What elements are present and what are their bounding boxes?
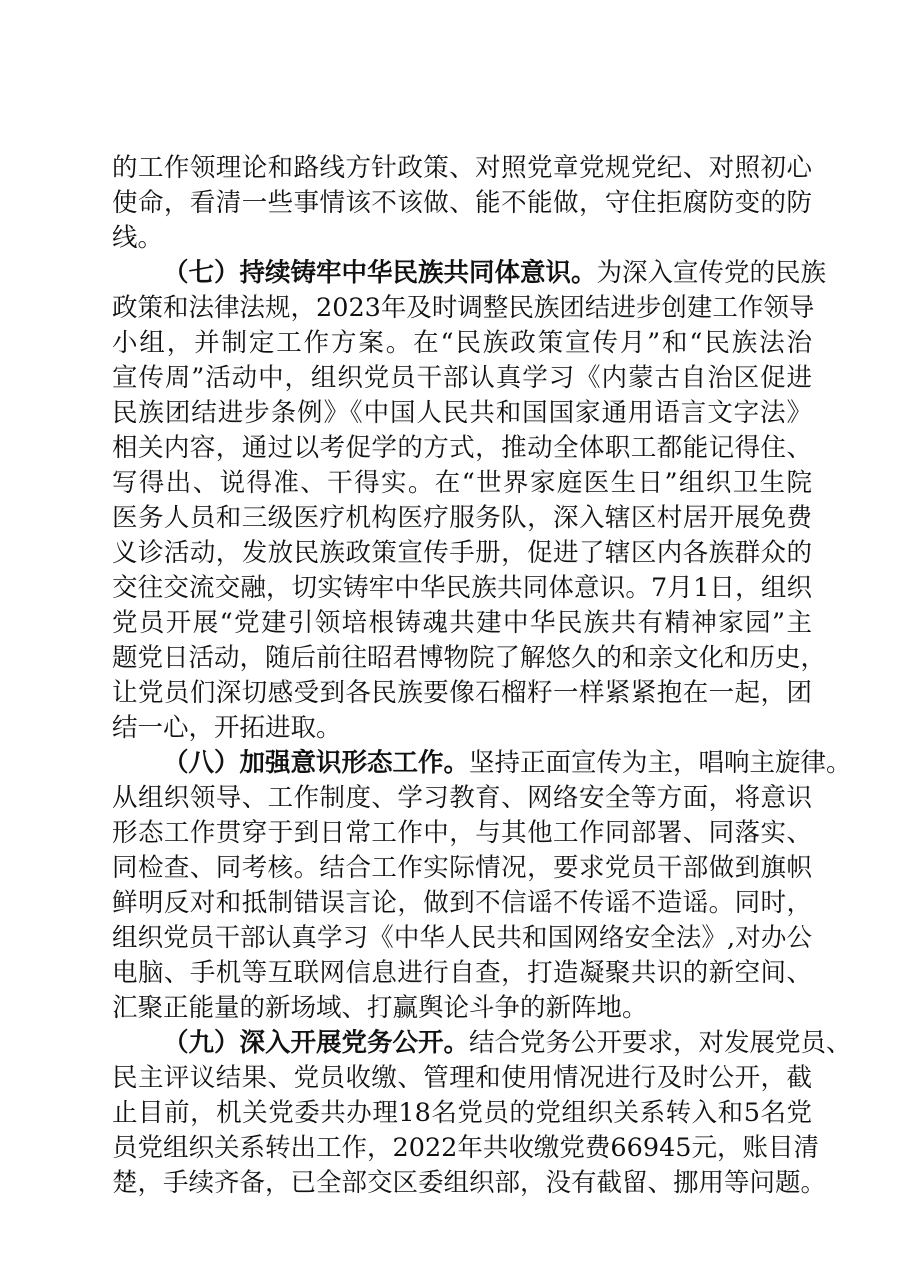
text-line: 民主评议结果、党员收缴、管理和使用情况进行及时公开，截 (112, 1063, 812, 1093)
text-line: 结一心，开拓进取。 (112, 713, 342, 743)
section-8-first-line (163, 746, 852, 780)
text-line: 宣传周”活动中，组织党员干部认真学习《内蒙古自治区促进 (112, 363, 812, 393)
text-line: 政策和法律法规，2023年及时调整民族团结进步创建工作领导 (112, 293, 815, 323)
section-7-first-line (163, 256, 827, 290)
text-line: 题党日活动，随后前往昭君博物院了解悠久的和亲文化和历史， (112, 643, 827, 673)
section-7-first-text: 为深入宣传党的民族 (596, 258, 827, 288)
section-9-first-text: 结合党务公开要求，对发展党员、 (469, 1028, 852, 1058)
text-line: 止目前，机关党委共办理18名党员的党组织关系转入和5名党 (112, 1098, 812, 1128)
text-line: 线。 (112, 223, 164, 253)
text-line: 写得出、说得准、干得实。在“世界家庭医生日”组织卫生院 (112, 468, 812, 498)
text-line: 员党组织关系转出工作，2022年共收缴党费66945元，账目清 (112, 1133, 820, 1163)
text-line: 交往交流交融，切实铸牢中华民族共同体意识。7月1日，组织 (112, 573, 812, 603)
text-line: 组织党员干部认真学习《中华人民共和国网络安全法》,对办公 (112, 923, 812, 953)
text-line: 医务人员和三级医疗机构医疗服务队，深入辖区村居开展免费 (112, 503, 812, 533)
section-9-first-line (163, 1026, 852, 1060)
text-line: 从组织领导、工作制度、学习教育、网络安全等方面，将意识 (112, 783, 812, 813)
text-line: 义诊活动，发放民族政策宣传手册，促进了辖区内各族群众的 (112, 538, 812, 568)
section-8-heading: （八）加强意识形态工作。 (163, 748, 470, 778)
text-line: 楚，手续齐备，已全部交区委组织部，没有截留、挪用等问题。 (112, 1168, 827, 1198)
text-line: 的工作领理论和路线方针政策、对照党章党规党纪、对照初心 (112, 153, 812, 183)
text-line: 让党员们深切感受到各民族要像石榴籽一样紧紧抱在一起，团 (112, 678, 812, 708)
text-line: 电脑、手机等互联网信息进行自查，打造凝聚共识的新空间、 (112, 958, 812, 988)
section-7-heading: （七）持续铸牢中华民族共同体意识。 (163, 258, 597, 288)
text-line: 民族团结进步条例》《中国人民共和国国家通用语言文字法》 (112, 398, 812, 428)
text-line: 相关内容，通过以考促学的方式，推动全体职工都能记得住、 (112, 433, 812, 463)
text-line: 同检查、同考核。结合工作实际情况，要求党员干部做到旗帜 (112, 853, 812, 883)
text-line: 党员开展“党建引领培根铸魂共建中华民族共有精神家园”主 (112, 608, 812, 638)
text-line: 汇聚正能量的新场域、打赢舆论斗争的新阵地。 (112, 993, 648, 1023)
text-line: 形态工作贯穿于到日常工作中，与其他工作同部署、同落实、 (112, 818, 812, 848)
text-line: 小组，并制定工作方案。在“民族政策宣传月”和“民族法治 (112, 328, 812, 358)
section-8-first-text: 坚持正面宣传为主，唱响主旋律。 (469, 748, 852, 778)
text-line: 鲜明反对和抵制错误言论，做到不信谣不传谣不造谣。同时， (112, 888, 812, 918)
text-line: 使命，看清一些事情该不该做、能不能做，守住拒腐防变的防 (112, 188, 812, 218)
section-9-heading: （九）深入开展党务公开。 (163, 1028, 470, 1058)
